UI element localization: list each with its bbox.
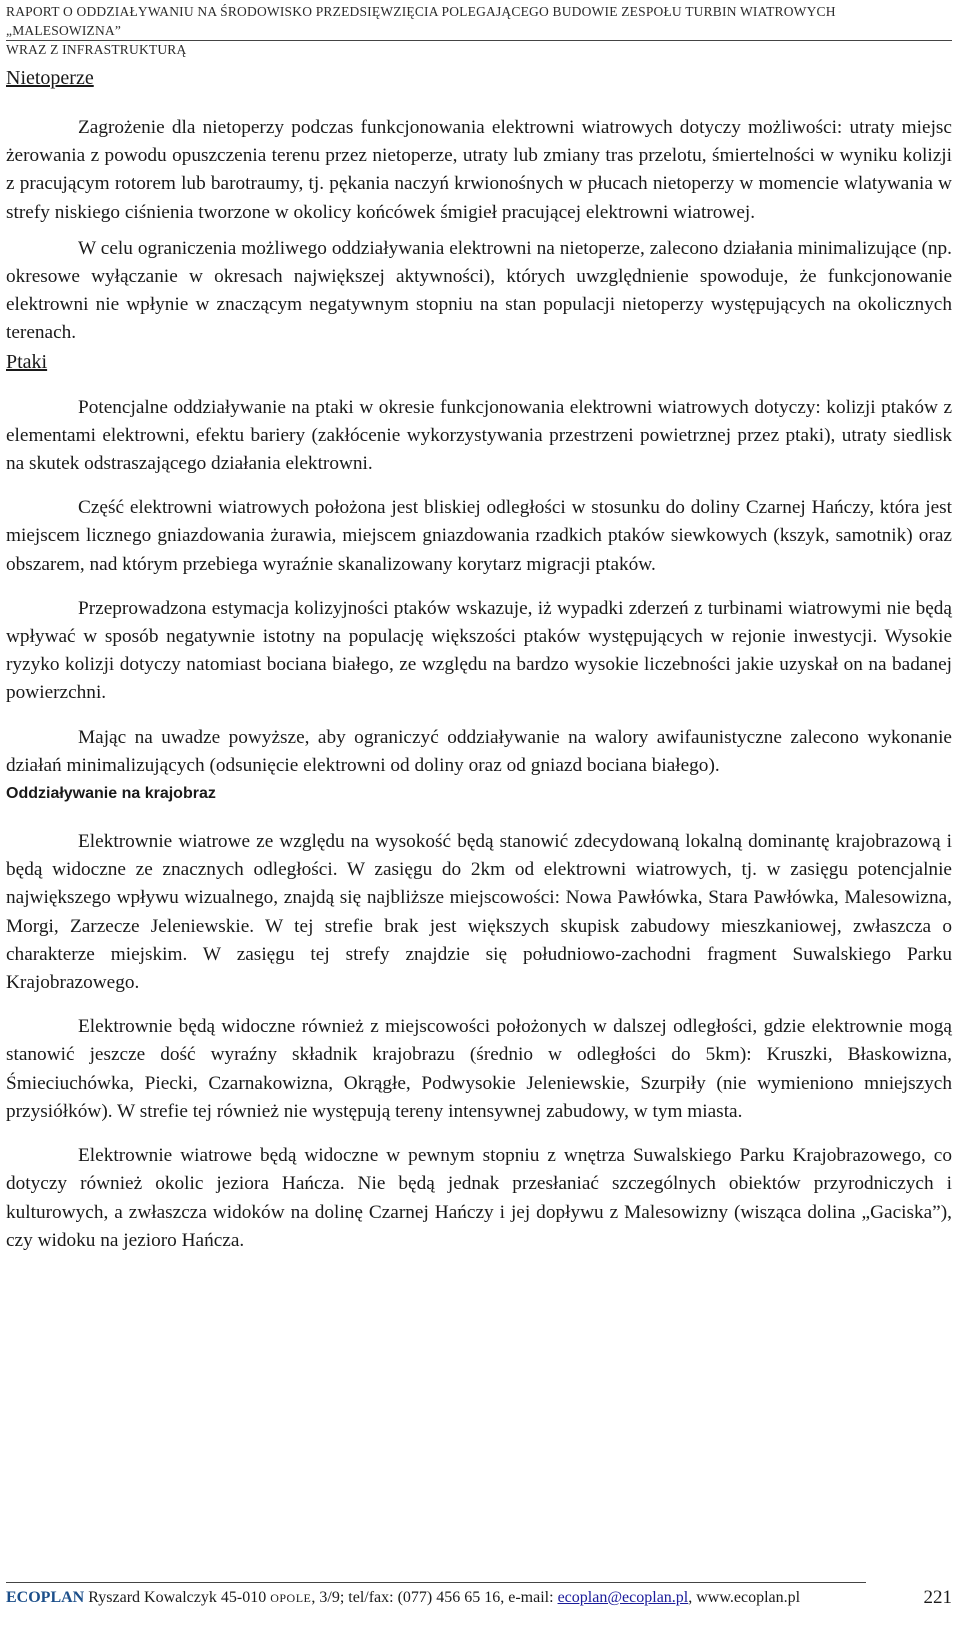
paragraph-landscape-1: Elektrownie wiatrowe ze względu na wysokość będą stanowić zdecydowaną lokalną dominantę krajobrazową i będą widoczne ze znacznych odległości. W zasięgu do 2km od elektrowni wiatrowych, tj. w zasięgu potencjalnie największego wpływu wizualnego, znajdą się najbliższe miejscowości: Nowa Pawłówka, Stara Pawłówka, Malesowizna, Morgi, Zarzecze Jeleniewskie. W tej strefie brak jest większych skupisk zabudowy mieszkaniowej, zwłaszcza o charakterze miejskim. W zasięgu tej strefy znajdzie się południowo-zachodni fragment Suwalskiego Parku Krajobrazowego. <box>6 831 952 994</box>
section-title-landscape: Oddziaływanie na krajobraz <box>6 785 216 803</box>
footer-author: Ryszard Kowalczyk <box>88 1589 217 1606</box>
document-body <box>6 64 952 1255</box>
footer-brand: ECOPLAN <box>6 1589 85 1606</box>
footer-email-link[interactable]: ecoplan@ecoplan.pl <box>557 1589 689 1606</box>
page-number: 221 <box>923 1587 952 1608</box>
footer-website[interactable]: www.ecoplan.pl <box>696 1589 801 1606</box>
running-header <box>6 2 952 59</box>
section-title-birds: Ptaki <box>6 350 48 373</box>
paragraph-bats-1: Zagrożenie dla nietoperzy podczas funkcjonowania elektrowni wiatrowych dotyczy możliwości: utraty miejsc żerowania z powodu opuszczenia terenu przez nietoperze, utraty lub zmiany tras przelotu, śmiertelności w wyniku kolizji z pracującym rotorem lub barotraumy, tj. pękania naczyń krwionośnych w płucach nietoperzy w momencie wlatywania w strefy niskiego ciśnienia tworzone w okolicy końcówek śmigieł pracującej elektrowni wiatrowej. <box>6 117 952 223</box>
footer-divider <box>6 1582 866 1583</box>
footer-city: OPOLE <box>270 1591 312 1605</box>
paragraph-bats-2: W celu ograniczenia możliwego oddziaływania elektrowni na nietoperze, zalecono działania minimalizujące (np. okresowe wyłączanie w okresach największej aktywności), których uwzględnienie spowoduje, że funkcjonowanie elektrowni nie wpłynie w znaczącym negatywnym stopniu na stan populacji nietoperzy występujących na okolicznych terenach. <box>6 237 952 344</box>
paragraph-birds-1: Potencjalne oddziaływanie na ptaki w okresie funkcjonowania elektrowni wiatrowych dotyczy: kolizji ptaków z elementami elektrowni, efektu bariery (zakłócenie wykorzystywania przestrzeni powietrznej przez ptaki), utraty siedlisk na skutek odstraszającego działania elektrowni. <box>6 396 952 475</box>
paragraph-landscape-2: Elektrownie będą widoczne również z miejscowości położonych w dalszej odległości, gdzie elektrownie mogą stanowić jeszcze dość wyraźny składnik krajobrazu (średnio w odległości do 5km): Kruszki, Błaskowizna, Śmieciuchówka, Piecki, Czarnakowizna, Okrągłe, Podwysokie Jeleniewskie, Szurpiły (nie wymieniono mniejszych przysiółków). W strefie tej również nie występują tereny intensywnej zabudowy, w tym miasta. <box>6 1016 952 1122</box>
section-title-bats: Nietoperze <box>6 67 94 89</box>
header-line-1: RAPORT O ODDZIAŁYWANIU NA ŚRODOWISKO PRZEDSIĘWZIĘCIA POLEGAJĄCEGO BUDOWIE ZESPOŁU TURBIN WIATROWYCH „MALESOWIZNA” <box>6 4 836 38</box>
header-line-2: WRAZ Z INFRASTRUKTURĄ <box>6 42 187 57</box>
paragraph-birds-2: Część elektrowni wiatrowych położona jest bliskiej odległości w stosunku do doliny Czarnej Hańczy, która jest miejscem licznego gniazdowania żurawia, miejscem gniazdowania rzadkich ptaków siewkowych (kszyk, samotnik) oraz obszarem, nad którym przebiega wyraźnie skanalizowany korytarz migracji ptaków. <box>6 497 952 575</box>
paragraph-birds-3: Przeprowadzona estymacja kolizyjności ptaków wskazuje, iż wypadki zderzeń z turbinami wiatrowymi nie będą wpływać w sposób negatywnie istotny na populację większości ptaków występujących w rejonie inwestycji. Wysokie ryzyko kolizji dotyczy natomiast bociana białego, ze względu na bardzo wysokie liczebności jakie uzyskał on na badanej powierzchni. <box>6 597 952 704</box>
paragraph-landscape-3: Elektrownie wiatrowe będą widoczne w pewnym stopniu z wnętrza Suwalskiego Parku Krajobrazowego, co dotyczy również okolic jeziora Hańcza. Nie będą jednak przesłaniać szczególnych obiektów przyrodniczych i kulturowych, a zwłaszcza widoków na dolinę Czarnej Hańczy i jej dopływu z Malesowizny (wisząca dolina „Gaciska”), czy widoku na jezioro Hańcza. <box>6 1145 952 1251</box>
footer-address: , 3/9; tel/fax: (077) 456 65 16, e-mail: <box>311 1589 554 1606</box>
paragraph-birds-4: Mając na uwadze powyższe, aby ograniczyć oddziaływanie na walory awifaunistyczne zalecono wykonanie działań minimalizujących (odsunięcie elektrowni od doliny oraz od gniazd bociana białego). <box>6 726 952 776</box>
running-footer: ECOPLAN Ryszard Kowalczyk 45-010 OPOLE, 3/9; tel/fax: (077) 456 65 16, e-mail: ecoplan@ecoplan.pl, www.ecoplan.pl 221 <box>6 1587 952 1608</box>
footer-postcode: 45-010 <box>220 1589 267 1606</box>
header-divider <box>6 40 952 41</box>
